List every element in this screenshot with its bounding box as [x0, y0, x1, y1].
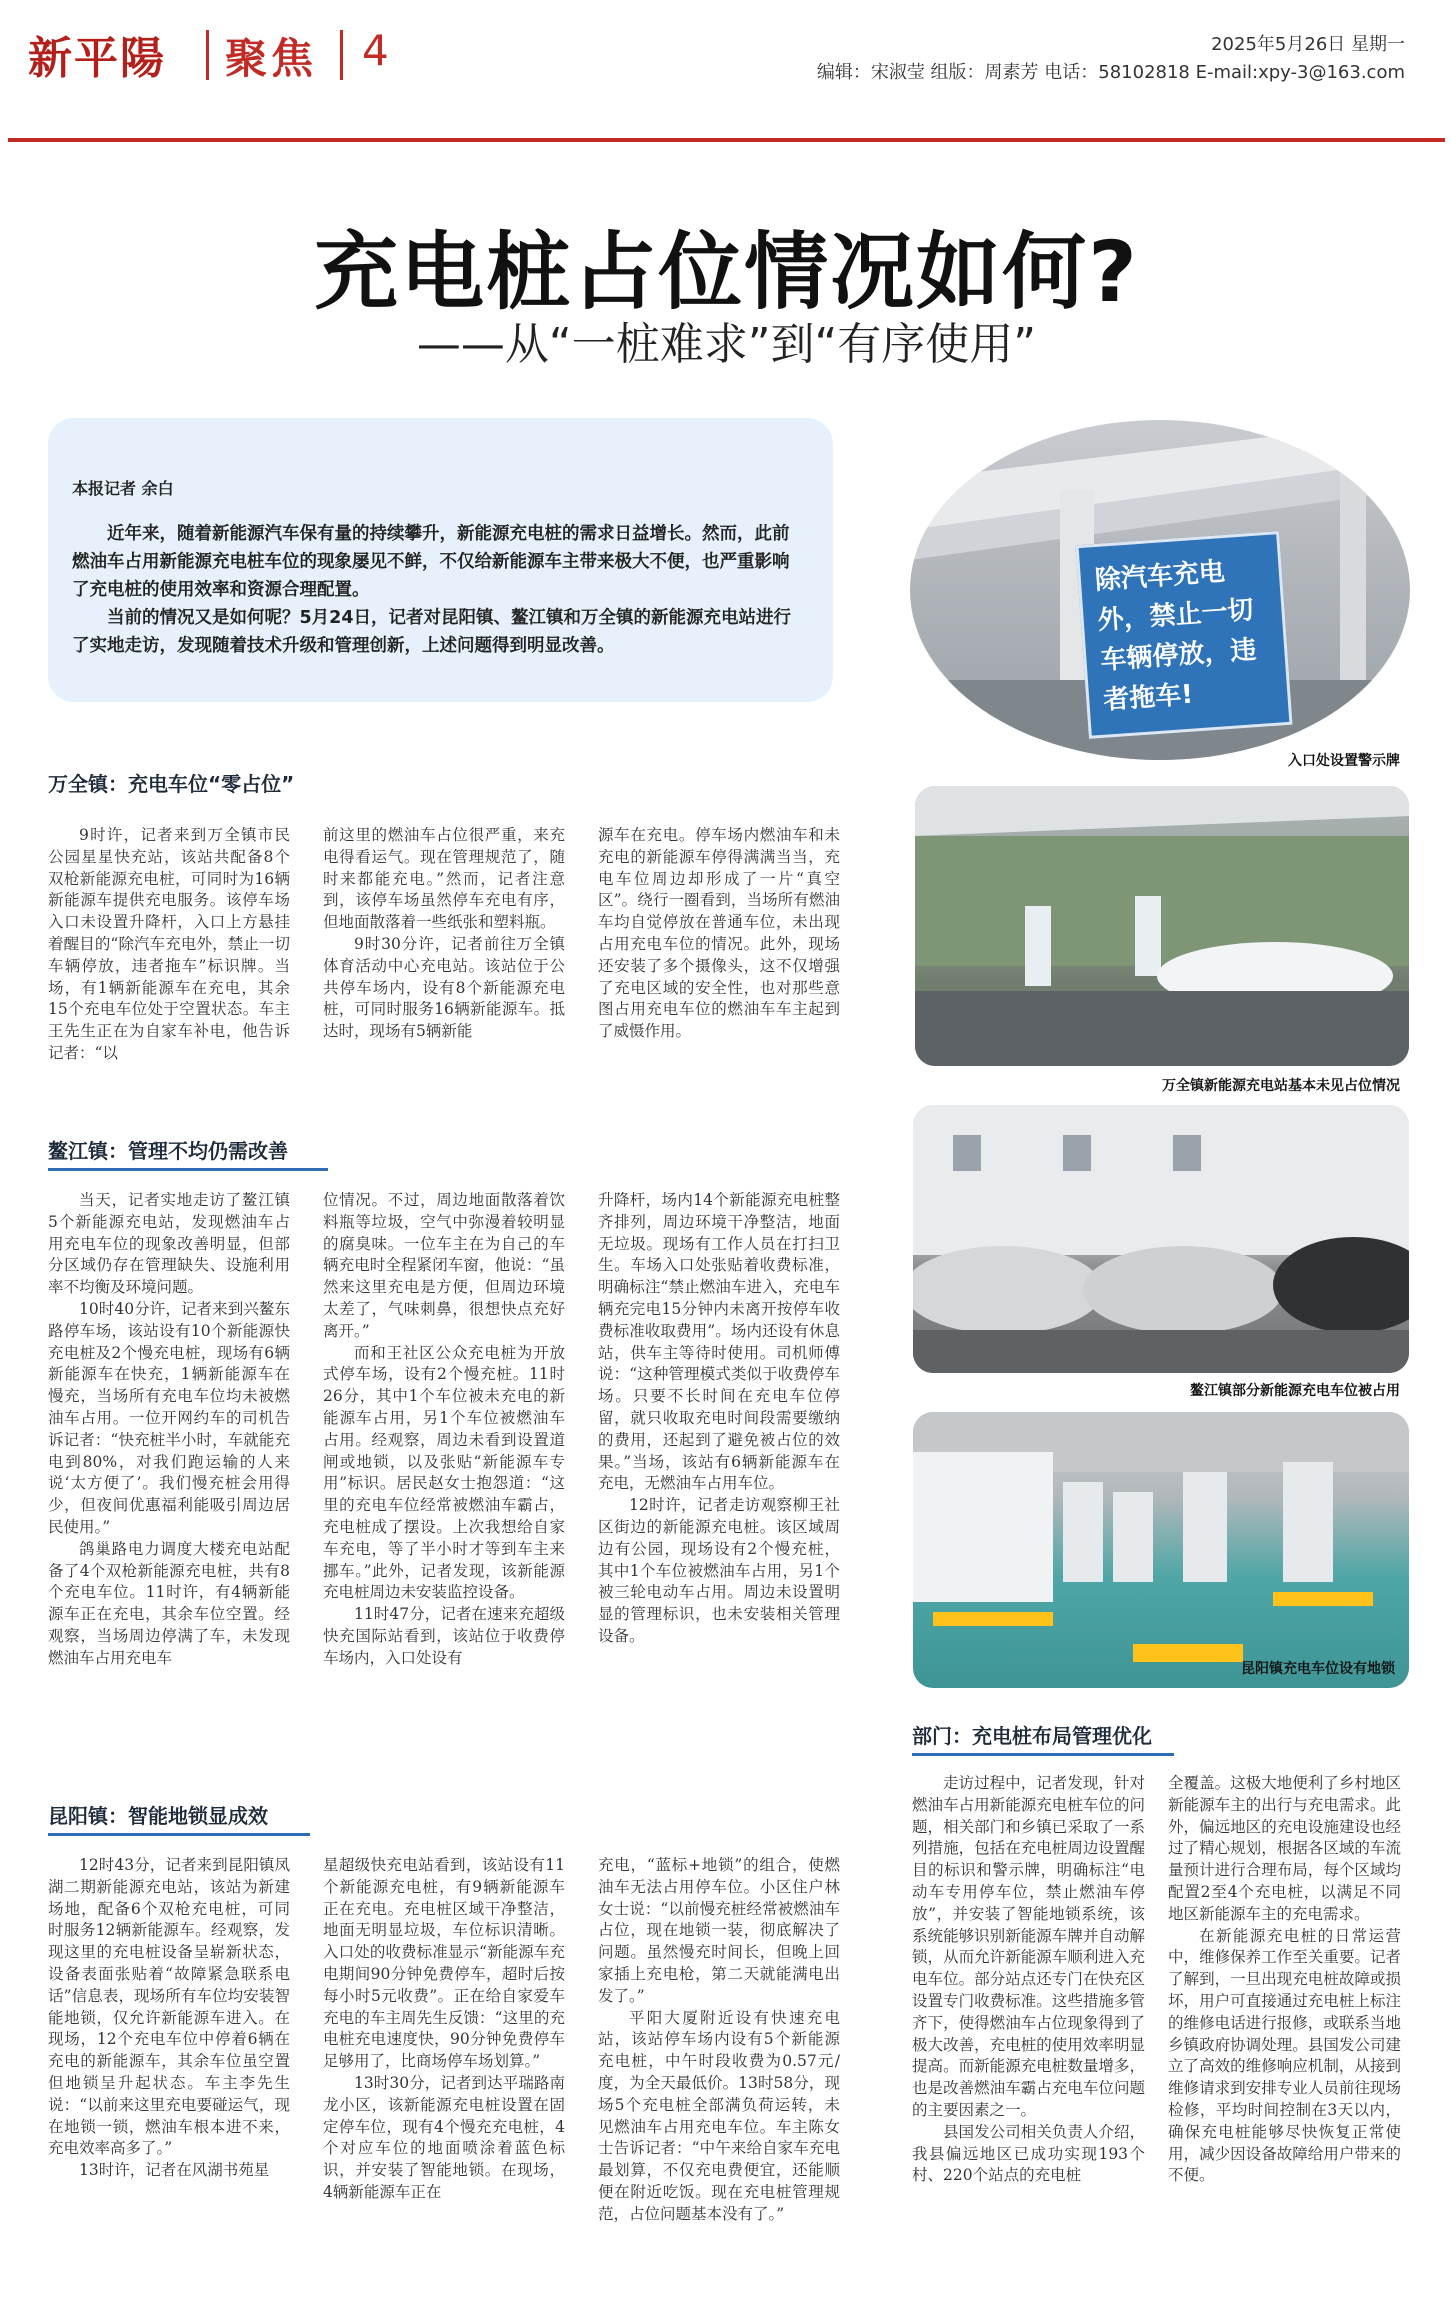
photo-kunyang-station [913, 1412, 1409, 1688]
article-paragraph: 13时30分，记者到达平瑞路南龙小区，该新能源充电桩设置在固定停车位，现有4个慢充充电桩，4个对应车位的地面喷涂着蓝色标识，并安装了智能地锁。在现场，4辆新能源车正在 [323, 2073, 565, 2201]
article-paragraph: 12时许，记者走访观察柳王社区街边的新能源充电桩。该区域周边有公园，现场设有2个慢充桩，其中1个车位被燃油车占用，另1个被三轮电动车占用。周边未设置明显的管理标识，也未安装相关管理设备。 [598, 1496, 840, 1645]
section-name: 聚焦 [225, 34, 318, 83]
article-paragraph: 升降杆，场内14个新能源充电桩整齐排列，周边环境干净整洁，地面无垃圾。现场有工作人员在打扫卫生。车场入口处张贴着收费标准，明确标注“禁止燃油车进入，充电车辆充完电15分钟内未离开按停车收费标准收取费用”。场内还设有休息站，供车主等待时使用。司机师傅说：“这种管理模式类似于收费停车场。只要不长时间在充电车位停留，就只收取充电时间段需要缴纳的费用，还起到了避免被占位的效果。”当场，该站有6辆新能源车在充电，无燃油车占用车位。 [598, 1191, 840, 1493]
article-column [598, 1190, 840, 1648]
article-paragraph: 12时43分，记者来到昆阳镇凤湖二期新能源充电站，该站为新建场地，配备6个双枪充电桩，可同时服务12辆新能源车。经观察，发现这里的充电桩设备呈崭新状态，设备表面张贴着“故障紧急联系电话”信息表，现场所有车位均安装智能地锁，仅允许新能源车进入。在现场，12个充电车位中停着6辆在充电的新能源车，其余车位虽空置但地锁呈升起状态。车主李先生说：“以前来这里充电要碰运气，现在地锁一锁，燃油车根本进不来，充电效率高多了。” [48, 1856, 290, 2158]
article-paragraph: 11时47分，记者在速来充超级快充国际站看到，该站位于收费停车场内，入口处设有 [323, 1605, 565, 1667]
warning-sign-plate: 除汽车充电外，禁止一切车辆停放，违者拖车! [1075, 531, 1292, 739]
headline: 充电桩占位情况如何? [314, 223, 1139, 321]
section-heading-wanquan: 万全镇：充电车位“零占位” [48, 772, 295, 796]
newspaper-logo: 新平陽 [28, 33, 166, 84]
subheadline: ——从“一桩难求”到“有序使用” [416, 319, 1037, 370]
article-column [48, 1855, 290, 2182]
photo-caption: 昆阳镇充电车位设有地锁 [1241, 1661, 1395, 1677]
article-column [912, 1773, 1145, 2187]
intro-paragraph: 当前的情况又是如何呢？5月24日，记者对昆阳镇、鳌江镇和万全镇的新能源充电站进行了实地走访，发现随着技术升级和管理创新，上述问题得到明显改善。 [72, 608, 792, 656]
photo-warning-sign [910, 420, 1410, 760]
article-paragraph: 源车在充电。停车场内燃油车和未充电的新能源车停得满满当当，充电车位周边却形成了一片“真空区”。绕行一圈看到，当场所有燃油车均自觉停放在普通车位，未出现占用充电车位的情况。此外，现场还安装了多个摄像头，这不仅增强了充电区域的安全性，也对那些意图占用充电车位的燃油车车主起到了威慑作用。 [598, 826, 840, 1041]
article-paragraph: 当天，记者实地走访了鳌江镇5个新能源充电站，发现燃油车占用充电车位的现象改善明显，但部分区域仍存在管理缺失、设施利用率不均衡及环境问题。 [48, 1191, 290, 1297]
section-heading-department: 部门：充电桩布局管理优化 [912, 1720, 1174, 1756]
article-column [1168, 1773, 1401, 2187]
article-paragraph: 位情况。不过，周边地面散落着饮料瓶等垃圾，空气中弥漫着较明显的腐臭味。一位车主在为自己的车辆充电时全程紧闭车窗，他说：“虽然来这里充电是方便，但周边环境太差了，气味刺鼻，很想快点充好离开。” [323, 1191, 565, 1340]
article-paragraph: 9时许，记者来到万全镇市民公园星星快充站，该站共配备8个双枪新能源充电桩，可同时为16辆新能源车提供充电服务。该停车场入口未设置升降杆，入口上方悬挂着醒目的“除汽车充电外，禁止一切车辆停放，违者拖车”标识牌。当场，有1辆新能源车在充电，其余15个充电车位处于空置状态。车主王先生正在为自家车补电，他告诉记者：“以 [48, 826, 290, 1062]
article-column [323, 825, 565, 1043]
article-paragraph: 10时40分许，记者来到兴鳌东路停车场，该站设有10个新能源快充电桩及2个慢充电桩，现场有6辆新能源车在快充，1辆新能源车在慢充，当场所有充电车位均未被燃油车占用。一位开网约车的司机告诉记者：“快充桩半小时，车就能充电到80%，对我们跑运输的人来说‘太方便了’。我们慢充桩会用得少，但夜间优惠福利能吸引周边居民使用。” [48, 1299, 290, 1536]
article-paragraph: 县国发公司相关负责人介绍，我县偏远地区已成功实现193个村、220个站点的充电桩 [912, 2122, 1145, 2185]
article-column [48, 1190, 290, 1670]
issue-date: 2025年5月26日 星期一 [1211, 34, 1405, 55]
byline: 本报记者 余白 [72, 479, 174, 498]
article-column [598, 1855, 840, 2226]
article-paragraph: 前这里的燃油车占位很严重，来充电得看运气。现在管理规范了，随时来都能充电。”然而，记者注意到，该停车场虽然停车充电有序，但地面散落着一些纸张和塑料瓶。 [323, 826, 565, 932]
photo-caption: 鳌江镇部分新能源充电车位被占用 [1190, 1383, 1400, 1399]
intro-paragraph: 近年来，随着新能源汽车保有量的持续攀升，新能源充电桩的需求日益增长。然而，此前燃油车占用新能源充电桩车位的现象屡见不鲜，不仅给新能源车主带来极大不便，也严重影响了充电桩的使用效率和资源合理配置。 [72, 524, 790, 600]
article-paragraph: 星超级快充电站看到，该站设有11个新能源充电桩，有9辆新能源车正在充电。充电桩区域干净整洁，地面无明显垃圾，车位标识清晰。入口处的收费标准显示“新能源车充电期间90分钟免费停车，超时后按每小时5元收费”。正在给自家爱车充电的车主周先生反馈：“这里的充电桩充电速度快，90分钟免费停车足够用了，比商场停车场划算。” [323, 1856, 565, 2071]
article-paragraph: 而和王社区公众充电桩为开放式停车场，设有2个慢充桩。11时26分，其中1个车位被未充电的新能源车占用，另1个车位被燃油车占用。经观察，周边未看到设置道闸或地锁，以及张贴“新能源车专用”标识。居民赵女士抱怨道：“这里的充电车位经常被燃油车霸占，充电桩成了摆设。上次我想给自家车充电，等了半小时才等到车主来挪车。”此外，记者发现，该新能源充电桩周边未安装监控设备。 [323, 1343, 565, 1602]
article-paragraph: 充电，“蓝标+地锁”的组合，使燃油车无法占用停车位。小区住户林女士说：“以前慢充桩经常被燃油车占位，现在地锁一装，彻底解决了问题。虽然慢充时间长，但晚上回家插上充电枪，第二天就能满电出发了。” [598, 1856, 840, 2005]
article-column [323, 1855, 565, 2204]
photo-caption: 万全镇新能源充电站基本未见占位情况 [1162, 1078, 1400, 1094]
masthead-rule [8, 138, 1445, 142]
article-paragraph: 全覆盖。这极大地便利了乡村地区新能源车主的出行与充电需求。此外，偏远地区的充电设施建设也经过了精心规划，根据各区域的车流量预计进行合理布局，每个区域均配置2至4个充电桩，以满足不同地区新能源车主的充电需求。 [1168, 1774, 1401, 1923]
station-graphic [913, 1105, 1409, 1373]
section-heading-kunyang: 昆阳镇：智能地锁显成效 [48, 1800, 310, 1836]
article-paragraph: 鸽巢路电力调度大楼充电站配备了4个双枪新能源充电桩，共有8个充电车位。11时许，有4辆新能源车正在充电，其余车位空置。经观察，当场周边停满了车，未发现燃油车占用充电车 [48, 1539, 290, 1667]
photo-wanquan-station [915, 786, 1409, 1066]
article-column [323, 1190, 565, 1670]
article-paragraph: 在新能源充电桩的日常运营中，维修保养工作至关重要。记者了解到，一旦出现充电桩故障或损坏，用户可直接通过充电桩上标注的维修电话进行报修，或联系当地乡镇政府协调处理。县国发公司建立了高效的维修响应机制，从接到维修请求到安排专业人员前往现场检修，平均时间控制在3天以内，确保充电桩能够尽快恢复正常使用，减少因设备故障给用户带来的不便。 [1168, 1926, 1401, 2185]
article-column [598, 825, 840, 1043]
editor-credits: 编辑：宋淑莹 组版：周素芳 电话：58102818 E-mail:xpy-3@163.com [816, 62, 1405, 83]
photo-caption: 入口处设置警示牌 [1288, 753, 1400, 769]
article-column [48, 825, 290, 1065]
page-number: 4 [362, 26, 389, 75]
article-paragraph: 9时30分许，记者前往万全镇体育活动中心充电站。该站位于公共停车场内，设有8个新能源充电桩，可同时服务16辆新能源车。抵达时，现场有5辆新能 [323, 934, 565, 1041]
station-graphic [913, 1412, 1409, 1688]
article-paragraph: 平阳大厦附近设有快速充电站，该站停车场内设有5个新能源充电桩，中午时段收费为0.57元/度，为全天最低价。13时58分，现场5个充电桩全部满负荷运转，未见燃油车占用充电车位。车主陈女士告诉记者：“中午来给自家车充电最划算，不仅充电费便宜，还能顺便在附近吃饭。现在充电桩管理规范，占位问题基本没有了。” [598, 2008, 840, 2223]
photo-aojiang-station [913, 1105, 1409, 1373]
masthead-divider [340, 30, 343, 80]
section-heading-aojiang: 鳌江镇：管理不均仍需改善 [48, 1135, 328, 1171]
article-paragraph: 走访过程中，记者发现，针对燃油车占用新能源充电桩车位的问题，相关部门和乡镇已采取了一系列措施，包括在充电桩周边设置醒目的标识和警示牌，明确标注“电动车专用停车位，禁止燃油车停放”，并安装了智能地锁系统，该系统能够识别新能源车牌并自动解锁，从而允许新能源车顺利进入充电车位。部分站点还专门在快充区设置专门收费标准。这些措施多管齐下，使得燃油车占位现象得到了极大改善，充电桩的使用效率明显提高。而新能源充电桩数量增多，也是改善燃油车霸占充电车位问题的主要因素之一。 [912, 1774, 1145, 2119]
article-paragraph: 13时许，记者在风湖书苑星 [79, 2161, 270, 2180]
station-graphic [915, 786, 1409, 1066]
masthead-divider [206, 30, 209, 80]
